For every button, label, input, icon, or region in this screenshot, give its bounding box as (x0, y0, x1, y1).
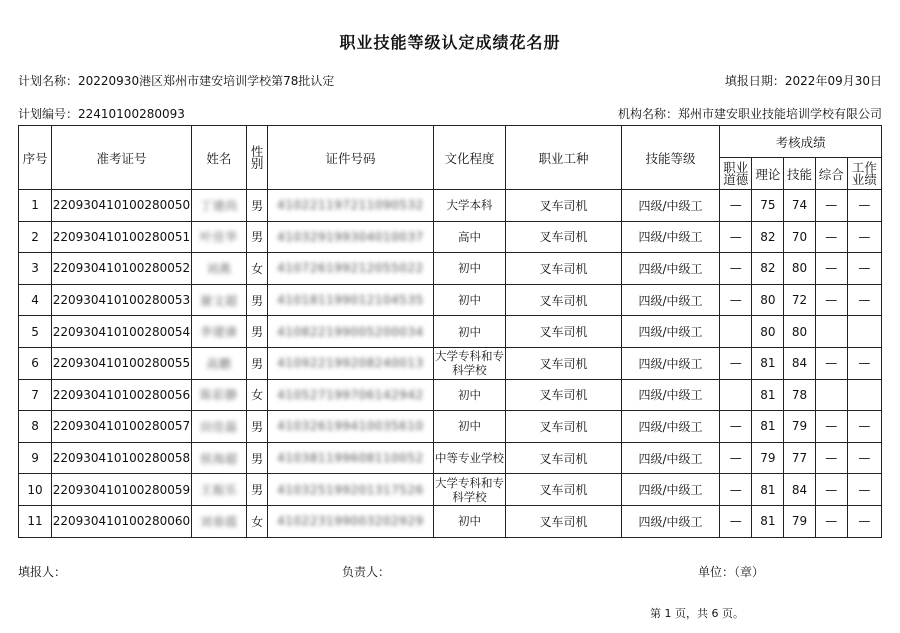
cell-ethics: — (720, 221, 752, 253)
cell-skill-level: 四级/中级工 (621, 474, 719, 506)
header-seq: 序号 (19, 126, 52, 190)
cell-occupation: 叉车司机 (506, 505, 622, 537)
cell-occupation: 叉车司机 (506, 190, 622, 222)
table-row (19, 316, 882, 348)
cell-exam-number: 220930410100280060 (52, 505, 192, 537)
cell-exam-number: 220930410100280056 (52, 379, 192, 411)
score-roster-table (18, 125, 882, 538)
cell-gender: 男 (247, 411, 268, 443)
cell-education (433, 284, 505, 316)
cell-name-text: 陈彩静 (200, 388, 238, 403)
cell-occupation: 叉车司机 (506, 316, 622, 348)
cell-ethics: — (720, 474, 752, 506)
cell-education-text: 中等专业学校 (435, 451, 505, 466)
cell-occupation: 叉车司机 (506, 379, 622, 411)
cell-id-number-text: 410527199706142942 (277, 387, 424, 402)
cell-exam-number: 220930410100280054 (52, 316, 192, 348)
cell-skill: 74 (784, 190, 815, 222)
cell-education-text: 初中 (458, 514, 482, 529)
header-exam-number: 准考证号 (52, 126, 192, 190)
cell-name-text: 高鹏 (206, 356, 232, 371)
cell-education (433, 316, 505, 348)
table-row (19, 411, 882, 443)
cell-exam-number: 220930410100280059 (52, 474, 192, 506)
table-row (19, 284, 882, 316)
cell-skill-level: 四级/中级工 (621, 316, 719, 348)
cell-gender: 男 (247, 190, 268, 222)
cell-work-performance (847, 316, 881, 348)
cell-theory: 81 (752, 474, 784, 506)
cell-education-text: 初中 (458, 324, 482, 339)
cell-skill-level: 四级/中级工 (621, 411, 719, 443)
cell-skill: 72 (784, 284, 815, 316)
header-id-number: 证件号码 (268, 126, 434, 190)
cell-gender: 女 (247, 253, 268, 285)
cell-education-text: 初中 (458, 293, 482, 308)
cell-name (191, 190, 246, 222)
cell-name (191, 411, 246, 443)
responsible-label: 负责人： (342, 565, 391, 579)
cell-education-text: 初中 (458, 261, 482, 276)
cell-exam-number: 220930410100280050 (52, 190, 192, 222)
cell-gender: 男 (247, 474, 268, 506)
cell-skill: 80 (784, 316, 815, 348)
document-title: 职业技能等级认定成绩花名册 (339, 33, 561, 52)
plan-number: 计划编号：22410100280093 (18, 107, 185, 121)
table-row (19, 474, 882, 506)
table-row (19, 442, 882, 474)
cell-skill: 84 (784, 474, 815, 506)
header-skill-level: 技能等级 (621, 126, 719, 190)
cell-education (433, 411, 505, 443)
cell-overall: — (815, 442, 847, 474)
cell-education (433, 190, 505, 222)
cell-education-text: 大学本科 (446, 198, 493, 213)
cell-id-number-text: 410221197211090532 (277, 198, 424, 213)
cell-work-performance: — (847, 284, 881, 316)
table-row (19, 505, 882, 537)
cell-education (433, 505, 505, 537)
page-indicator: 第 1 页，共 6 页。 (650, 607, 744, 620)
table-body (19, 190, 882, 538)
cell-skill: 79 (784, 411, 815, 443)
cell-name (191, 284, 246, 316)
cell-exam-number: 220930410100280053 (52, 284, 192, 316)
cell-id-number (268, 284, 434, 316)
cell-id-number (268, 505, 434, 537)
cell-name-text: 田佳磊 (200, 419, 238, 434)
cell-gender: 男 (247, 284, 268, 316)
cell-overall: — (815, 347, 847, 379)
cell-id-number-text: 410381199608110052 (277, 451, 424, 466)
cell-id-number (268, 253, 434, 285)
cell-occupation: 叉车司机 (506, 284, 622, 316)
cell-skill-level: 四级/中级工 (621, 253, 719, 285)
cell-id-number (268, 190, 434, 222)
cell-theory: 80 (752, 316, 784, 348)
cell-education (433, 347, 505, 379)
cell-work-performance: — (847, 411, 881, 443)
cell-overall: — (815, 411, 847, 443)
unit-seal-label: 单位：（章） (698, 565, 765, 579)
cell-seq: 5 (19, 316, 52, 348)
cell-skill-level: 四级/中级工 (621, 379, 719, 411)
cell-name-text: 李建康 (200, 325, 238, 340)
cell-theory: 80 (752, 284, 784, 316)
cell-occupation: 叉车司机 (506, 221, 622, 253)
cell-exam-number: 220930410100280055 (52, 347, 192, 379)
cell-work-performance: — (847, 253, 881, 285)
header-skill: 技能 (784, 158, 815, 190)
cell-exam-number: 220930410100280051 (52, 221, 192, 253)
cell-skill: 84 (784, 347, 815, 379)
cell-id-number (268, 442, 434, 474)
cell-seq: 7 (19, 379, 52, 411)
cell-id-number (268, 316, 434, 348)
cell-work-performance (847, 379, 881, 411)
cell-name-text: 丁建尚 (200, 198, 238, 213)
cell-overall (815, 316, 847, 348)
cell-id-number-text: 410329199304010037 (277, 229, 424, 244)
cell-work-performance: — (847, 505, 881, 537)
cell-seq: 9 (19, 442, 52, 474)
cell-name (191, 221, 246, 253)
cell-theory: 82 (752, 253, 784, 285)
plan-name: 计划名称：20220930港区郑州市建安培训学校第78批认定 (18, 74, 335, 88)
cell-name-text: 王振乐 (200, 483, 238, 498)
cell-id-number-text: 410223199003202929 (277, 514, 424, 529)
cell-skill: 77 (784, 442, 815, 474)
cell-education-text: 大学专科和专科学校 (435, 349, 505, 378)
cell-overall: — (815, 221, 847, 253)
header-overall: 综合 (815, 158, 847, 190)
cell-work-performance: — (847, 474, 881, 506)
cell-occupation: 叉车司机 (506, 474, 622, 506)
cell-gender: 女 (247, 505, 268, 537)
cell-skill-level: 四级/中级工 (621, 347, 719, 379)
cell-ethics: — (720, 442, 752, 474)
cell-ethics: — (720, 505, 752, 537)
cell-seq: 2 (19, 221, 52, 253)
cell-name-text: 侯海超 (200, 451, 238, 466)
cell-education-text: 高中 (458, 229, 482, 244)
cell-education (433, 379, 505, 411)
cell-work-performance: — (847, 347, 881, 379)
cell-id-number (268, 347, 434, 379)
cell-id-number (268, 474, 434, 506)
cell-overall: — (815, 190, 847, 222)
cell-skill-level: 四级/中级工 (621, 505, 719, 537)
cell-occupation: 叉车司机 (506, 442, 622, 474)
cell-education-text: 大学专科和专科学校 (435, 475, 505, 504)
table-row (19, 379, 882, 411)
cell-name (191, 347, 246, 379)
cell-skill-level: 四级/中级工 (621, 284, 719, 316)
cell-exam-number: 220930410100280052 (52, 253, 192, 285)
cell-ethics: — (720, 284, 752, 316)
cell-name-text: 谢文超 (200, 293, 238, 308)
cell-gender: 男 (247, 316, 268, 348)
cell-theory: 81 (752, 505, 784, 537)
cell-overall: — (815, 505, 847, 537)
cell-name (191, 316, 246, 348)
cell-id-number (268, 221, 434, 253)
cell-theory: 79 (752, 442, 784, 474)
cell-name (191, 253, 246, 285)
header-assessment-scores: 考核成绩 (720, 126, 882, 158)
cell-gender: 男 (247, 347, 268, 379)
cell-work-performance: — (847, 190, 881, 222)
cell-id-number-text: 410822199005200034 (277, 324, 424, 339)
cell-name-text: 刘燕 (206, 261, 232, 276)
cell-overall: — (815, 284, 847, 316)
cell-skill-level: 四级/中级工 (621, 442, 719, 474)
header-education: 文化程度 (433, 126, 505, 190)
cell-skill: 78 (784, 379, 815, 411)
cell-exam-number: 220930410100280057 (52, 411, 192, 443)
header-occupation: 职业工种 (506, 126, 622, 190)
cell-theory: 81 (752, 347, 784, 379)
cell-seq: 8 (19, 411, 52, 443)
cell-gender: 男 (247, 221, 268, 253)
cell-name (191, 379, 246, 411)
cell-education (433, 253, 505, 285)
cell-seq: 3 (19, 253, 52, 285)
filled-by-label: 填报人： (18, 565, 67, 579)
cell-education (433, 474, 505, 506)
cell-name (191, 505, 246, 537)
cell-seq: 11 (19, 505, 52, 537)
cell-ethics (720, 379, 752, 411)
cell-work-performance: — (847, 442, 881, 474)
cell-education (433, 442, 505, 474)
cell-occupation: 叉车司机 (506, 253, 622, 285)
cell-gender: 女 (247, 379, 268, 411)
cell-id-number-text: 410181199012104535 (277, 293, 424, 308)
cell-skill: 80 (784, 253, 815, 285)
header-gender: 性别 (247, 126, 268, 190)
cell-occupation: 叉车司机 (506, 347, 622, 379)
cell-seq: 10 (19, 474, 52, 506)
cell-ethics: — (720, 253, 752, 285)
header-ethics: 职业道德 (720, 158, 752, 190)
cell-skill-level: 四级/中级工 (621, 190, 719, 222)
cell-overall: — (815, 474, 847, 506)
cell-work-performance: — (847, 221, 881, 253)
cell-overall (815, 379, 847, 411)
cell-seq: 4 (19, 284, 52, 316)
cell-ethics (720, 316, 752, 348)
cell-name-text: 叶佳华 (200, 230, 238, 245)
cell-skill: 70 (784, 221, 815, 253)
table-row (19, 253, 882, 285)
cell-seq: 6 (19, 347, 52, 379)
cell-theory: 81 (752, 379, 784, 411)
header-theory: 理论 (752, 158, 784, 190)
cell-skill-level: 四级/中级工 (621, 221, 719, 253)
cell-id-number-text: 410922199208240013 (277, 356, 424, 371)
cell-gender: 男 (247, 442, 268, 474)
table-row (19, 221, 882, 253)
organization-name: 机构名称：郑州市建安职业技能培训学校有限公司 (617, 107, 882, 121)
cell-id-number-text: 410325199201317526 (277, 482, 424, 497)
cell-ethics: — (720, 347, 752, 379)
cell-theory: 82 (752, 221, 784, 253)
cell-theory: 75 (752, 190, 784, 222)
cell-ethics: — (720, 190, 752, 222)
cell-seq: 1 (19, 190, 52, 222)
cell-exam-number: 220930410100280058 (52, 442, 192, 474)
table-row (19, 190, 882, 222)
cell-id-number-text: 410726199212055022 (277, 261, 424, 276)
cell-name-text: 刘春霞 (200, 514, 238, 529)
cell-id-number (268, 379, 434, 411)
cell-theory: 81 (752, 411, 784, 443)
cell-overall: — (815, 253, 847, 285)
header-name: 姓名 (191, 126, 246, 190)
cell-skill: 79 (784, 505, 815, 537)
cell-education (433, 221, 505, 253)
cell-name (191, 474, 246, 506)
cell-occupation: 叉车司机 (506, 411, 622, 443)
cell-name (191, 442, 246, 474)
cell-education-text: 初中 (458, 419, 482, 434)
table-row (19, 347, 882, 379)
fill-date: 填报日期：2022年09月30日 (724, 74, 882, 88)
cell-education-text: 初中 (458, 387, 482, 402)
header-work-performance: 工作业绩 (847, 158, 881, 190)
cell-id-number (268, 411, 434, 443)
cell-id-number-text: 410326199410035610 (277, 419, 424, 434)
cell-ethics: — (720, 411, 752, 443)
